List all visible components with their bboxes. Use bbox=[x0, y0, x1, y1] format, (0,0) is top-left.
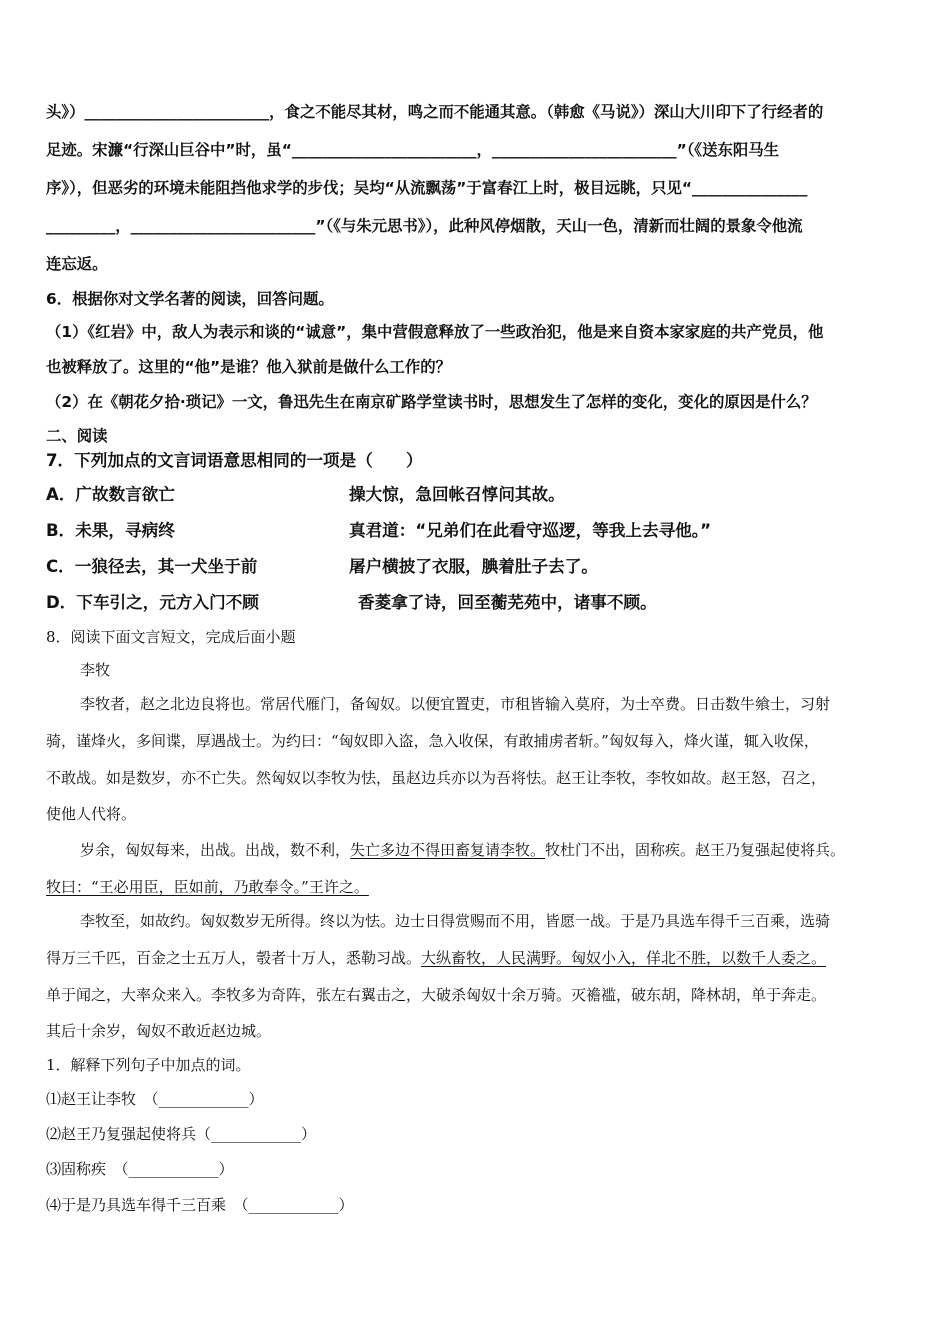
passage-para3-pre: 得万三千匹，百金之士五万人，彀者十万人，悉勒习战。 bbox=[46, 949, 422, 967]
q7-option-d-label: D．下车引之，元方入门不顾 bbox=[46, 593, 259, 612]
passage-para2-pre: 岁余，匈奴每来，出战。出战，数不利， bbox=[80, 841, 351, 859]
passage-para3-line2 bbox=[46, 947, 826, 968]
q7-option-a-label: A．广故数言欲亡 bbox=[46, 485, 175, 504]
passage-para1-line2: 骑，谨烽火，多间谍，厚遇战士。为约曰：“匈奴即入盗，急入收保，有敢捕虏者斩。”匈奴每入，烽火谨，辄入收保， bbox=[46, 732, 819, 750]
fill-in-line-2: 足迹。宋濂“行深山巨谷中”时，虽“________________________，________________________”（《送东阳马生 bbox=[46, 141, 780, 159]
sub-question-1-item-2: ⑵赵王乃复强起使将兵（____________） bbox=[46, 1125, 317, 1143]
fill-in-line-5: 连忘返。 bbox=[46, 255, 108, 273]
q7-option-b-pair: 真君道：“兄弟们在此看守巡逻，等我上去寻他。” bbox=[349, 521, 711, 540]
q7-option-a-pair: 操大惊，急回帐召惇问其故。 bbox=[349, 485, 565, 504]
q6-part2: （2）在《朝花夕拾·琐记》一文，鲁迅先生在南京矿路学堂读书时，思想发生了怎样的变化，变化的原因是什么？ bbox=[46, 393, 817, 411]
q6-part1-line2: 也被释放了。这里的“他”是谁？他入狱前是做什么工作的？ bbox=[46, 358, 451, 376]
q7-title: 7．下列加点的文言词语意思相同的一项是（ ） bbox=[46, 451, 423, 470]
passage-para1-line1: 李牧者，赵之北边良将也。常居代雁门，备匈奴。以便宜置吏，市租皆输入莫府，为士卒费。日击数牛飨士，习射 bbox=[80, 695, 831, 713]
fill-in-line-4: _________，________________________”（《与朱元思书》），此种风停烟散，天山一色，清新而壮阔的景象令他流 bbox=[46, 217, 803, 235]
q7-option-c-label: C．一狼径去，其一犬坐于前 bbox=[46, 557, 258, 576]
sub-question-1-item-1: ⑴赵王让李牧 （____________） bbox=[46, 1090, 264, 1108]
q7-option-b-label: B．未果，寻病终 bbox=[46, 521, 175, 540]
sub-question-1-item-4: ⑷于是乃具选车得千三百乘 （____________） bbox=[46, 1196, 354, 1214]
q7-option-c-pair: 屠户横披了衣服，腆着肚子去了。 bbox=[349, 557, 598, 576]
fill-in-line-3: 序》），但恶劣的环境未能阻挡他求学的步伐；吴均“从流飘荡”于富春江上时，极目远眺，只见“_______________ bbox=[46, 179, 808, 197]
passage-para3-line3: 单于闻之，大率众来入。李牧多为奇阵，张左右翼击之，大破杀匈奴十余万骑。灭襜褴，破东胡，降林胡，单于奔走。 bbox=[46, 986, 827, 1004]
fill-in-line-1: 头》）________________________，食之不能尽其材，鸣之而不能通其意。（韩愈《马说》）深山大川印下了行经者的 bbox=[46, 103, 824, 121]
sub-question-1-item-3: ⑶固称疾 （____________） bbox=[46, 1160, 234, 1178]
q6-title: 6．根据你对文学名著的阅读，回答问题。 bbox=[46, 290, 334, 308]
q7-option-d-pair: 香菱拿了诗，回至蘅芜苑中，诸事不顾。 bbox=[358, 593, 657, 612]
q6-part1-line1: （1）《红岩》中，敌人为表示和谈的“诚意”，集中营假意释放了一些政治犯，他是来自资本家家庭的共产党员，他 bbox=[46, 323, 824, 341]
passage-para3-line1: 李牧至，如故约。匈奴数岁无所得。终以为怯。边士日得赏赐而不用，皆愿一战。于是乃具选车得千三百乘，选骑 bbox=[80, 912, 831, 930]
underlined-sentence-1: 失亡多边不得田畜复请李牧。 bbox=[350, 841, 546, 859]
underlined-sentence-2: 牧曰：“王必用臣，臣如前，乃敢奉令。”王许之。 bbox=[46, 878, 369, 896]
passage-para2-post: 牧杜门不出，固称疾。赵王乃复强起使将兵。 bbox=[545, 841, 846, 859]
passage-title: 李牧 bbox=[80, 661, 111, 679]
passage-para1-line4: 使他人代将。 bbox=[46, 805, 137, 823]
underlined-sentence-3: 大纵畜牧，人民满野。匈奴小入，佯北不胜，以数千人委之。 bbox=[421, 949, 827, 967]
passage-para3-line4: 其后十余岁，匈奴不敢近赵边城。 bbox=[46, 1022, 272, 1040]
sub-question-1-title: 1．解释下列句子中加点的词。 bbox=[46, 1056, 251, 1074]
passage-para1-line3: 不敢战。如是数岁，亦不亡失。然匈奴以李牧为怯，虽赵边兵亦以为吾将怯。赵王让李牧，李牧如故。赵王怒，召之， bbox=[46, 769, 827, 787]
q8-title: 8．阅读下面文言短文，完成后面小题 bbox=[46, 628, 296, 646]
section-heading: 二、阅读 bbox=[46, 427, 108, 445]
passage-para2-line1 bbox=[80, 839, 845, 860]
